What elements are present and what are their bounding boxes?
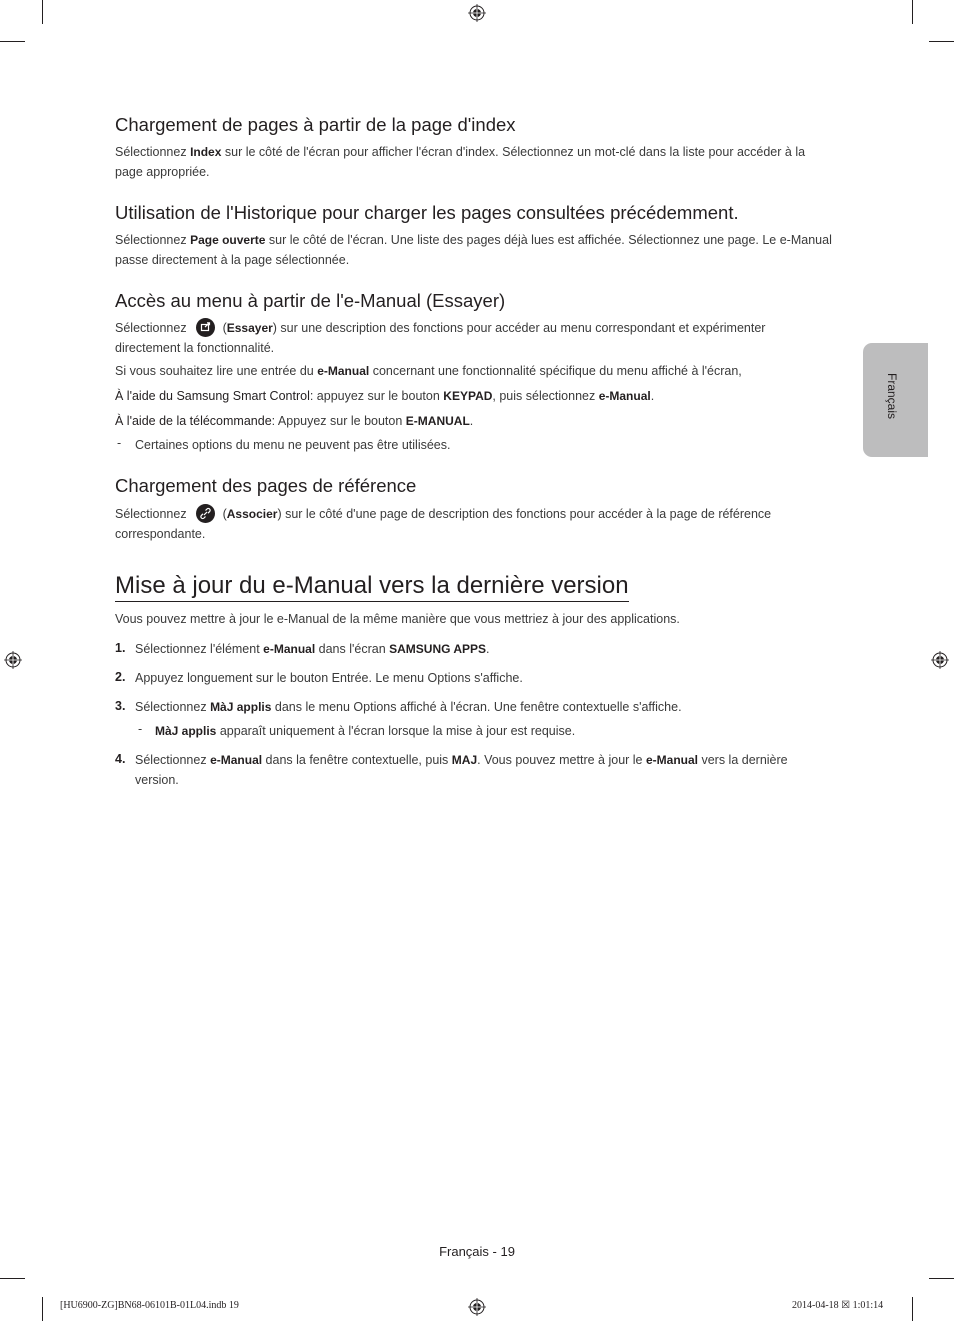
menu-term-essayer: Essayer — [226, 321, 273, 335]
button-term-keypad: KEYPAD — [443, 389, 493, 403]
paragraph-index — [115, 143, 833, 182]
text: . — [469, 414, 474, 428]
crop-mark — [912, 0, 913, 24]
paragraph-try-now — [115, 318, 833, 358]
menu-term-associer: Associer — [226, 507, 278, 521]
paragraph-link — [115, 504, 833, 544]
note-try-now: Certaines options du menu ne peuvent pas être utilisées. — [135, 438, 451, 452]
text: Sélectionnez — [115, 233, 191, 247]
text: ) sur le côté d'une page de description des fonctions pour accéder à la page de référence correspondante. — [115, 507, 772, 541]
text: . — [650, 389, 655, 403]
language-side-tab — [863, 343, 928, 457]
menu-term-e-manual: e-Manual — [598, 389, 651, 403]
section-heading-try-now: Accès au menu à partir de l'e-Manual (Essayer) — [115, 290, 506, 311]
text: sur le côté de l'écran. Une liste des pages déjà lues est affichée. Sélectionnez une page. Le e-Manual passe directement à la page sélectionnée. — [115, 233, 832, 267]
text: Sélectionnez — [115, 145, 191, 159]
crop-mark — [42, 0, 43, 24]
text: ( — [222, 507, 227, 521]
menu-term-e-manual: e-Manual — [263, 642, 316, 656]
paragraph-try-now-2 — [115, 362, 833, 382]
crop-mark — [929, 41, 954, 42]
step-3 — [135, 698, 825, 718]
step-number: 2. — [115, 670, 126, 684]
text: sur le côté de l'écran pour afficher l'écran d'index. Sélectionnez un mot-clé dans la liste pour accéder à la page appropriée. — [115, 145, 806, 179]
menu-term-maj-applis: MàJ applis — [210, 700, 272, 714]
text: concernant une fonctionnalité spécifique du menu affiché à l'écran, — [369, 364, 742, 378]
registration-mark-icon — [468, 1298, 486, 1316]
registration-mark-icon — [468, 4, 486, 22]
page-title: Mise à jour du e-Manual vers la dernière version — [115, 572, 629, 602]
menu-term-maj-applis: MàJ applis — [155, 724, 217, 738]
crop-mark — [0, 1278, 25, 1279]
crop-mark — [929, 1278, 954, 1279]
text: : Appuyez sur le bouton — [271, 414, 406, 428]
menu-term-e-manual: e-Manual — [317, 364, 370, 378]
paragraph-smart-control — [115, 387, 833, 407]
crop-mark — [42, 1297, 43, 1321]
step-number: 1. — [115, 641, 126, 655]
text: : appuyez sur le bouton — [309, 389, 444, 403]
button-term-e-manual: E-MANUAL — [405, 414, 470, 428]
text: Sélectionnez — [115, 321, 187, 335]
registration-mark-icon — [931, 651, 949, 669]
text: vers la dernière version. — [135, 753, 788, 787]
note-dash: - — [117, 436, 122, 450]
label-smart-control: À l'aide du Samsung Smart Control — [115, 389, 310, 403]
note-dash: - — [138, 722, 143, 736]
section-heading-history: Utilisation de l'Historique pour charger les pages consultées précédemment. — [115, 202, 739, 223]
registration-mark-icon — [4, 651, 22, 669]
text: . Vous pouvez mettre à jour le — [477, 753, 646, 767]
text: apparaît uniquement à l'écran lorsque la mise à jour est requise. — [216, 724, 576, 738]
paragraph-update-intro: Vous pouvez mettre à jour le e-Manual de la même manière que vous mettriez à jour des applications. — [115, 612, 680, 626]
step-number: 4. — [115, 752, 126, 766]
step-3-note — [155, 722, 825, 742]
link-icon — [196, 504, 215, 523]
text: ( — [222, 321, 227, 335]
text: , puis sélectionnez — [492, 389, 599, 403]
try-now-icon — [196, 318, 215, 337]
crop-mark — [0, 41, 25, 42]
text: dans le menu Options affiché à l'écran. Une fenêtre contextuelle s'affiche. — [271, 700, 682, 714]
step-number: 3. — [115, 699, 126, 713]
page-number: Français - 19 — [439, 1244, 515, 1259]
menu-term-e-manual: e-Manual — [645, 753, 698, 767]
label-remote: À l'aide de la télécommande — [115, 414, 272, 428]
text: Sélectionnez — [115, 507, 187, 521]
menu-term-samsung-apps: SAMSUNG APPS — [389, 642, 487, 656]
print-slug-file: [HU6900-ZG]BN68-06101B-01L04.indb 19 — [60, 1300, 239, 1311]
paragraph-remote — [115, 412, 833, 432]
text: dans la fenêtre contextuelle, puis — [262, 753, 452, 767]
menu-term-e-manual: e-Manual — [210, 753, 263, 767]
crop-mark — [912, 1297, 913, 1321]
text: dans l'écran — [315, 642, 390, 656]
paragraph-history — [115, 231, 833, 270]
step-2: Appuyez longuement sur le bouton Entrée. Le menu Options s'affiche. — [135, 671, 523, 685]
text: ) sur une description des fonctions pour accéder au menu correspondant et expérimenter directement la fonctionnalité. — [115, 321, 766, 355]
menu-term-index: Index — [190, 145, 222, 159]
section-heading-index: Chargement de pages à partir de la page d'index — [115, 114, 516, 135]
section-heading-link: Chargement des pages de référence — [115, 475, 417, 496]
print-slug-date: 2014-04-18 ☒ 1:01:14 — [792, 1300, 884, 1311]
language-side-tab-label: Français — [885, 373, 899, 420]
text: Sélectionnez l'élément — [135, 642, 264, 656]
button-term-maj: MAJ — [451, 753, 478, 767]
menu-term-page-ouverte: Page ouverte — [190, 233, 266, 247]
text: . — [486, 642, 490, 656]
step-4 — [135, 751, 825, 790]
text: Si vous souhaitez lire une entrée du — [115, 364, 318, 378]
step-1 — [135, 640, 825, 660]
text: Sélectionnez — [135, 753, 211, 767]
text: Sélectionnez — [135, 700, 211, 714]
